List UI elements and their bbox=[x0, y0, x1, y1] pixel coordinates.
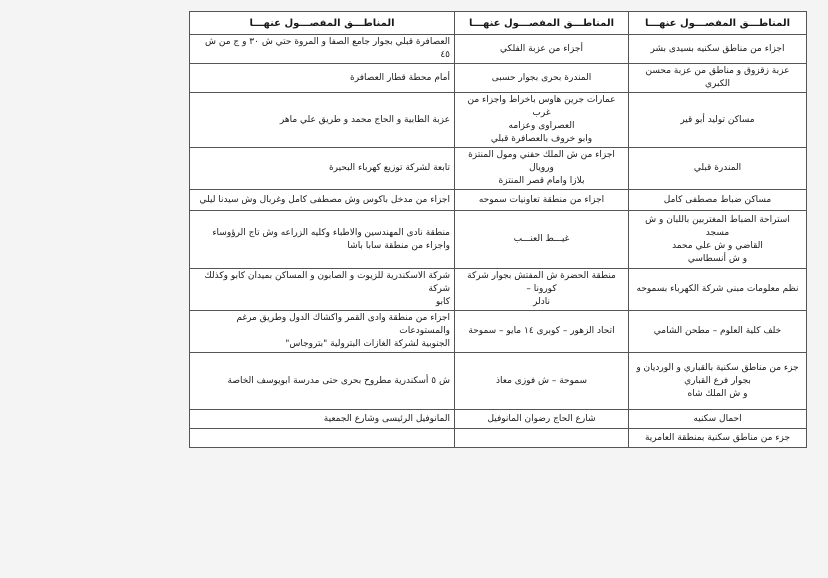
cell-line: عزبة زقزوق و مناطق من عزبة محسن الكبري bbox=[645, 66, 790, 89]
cell-col2 bbox=[455, 311, 629, 353]
cell-col2 bbox=[455, 410, 629, 429]
cell-col3 bbox=[190, 311, 455, 353]
table-row bbox=[190, 269, 807, 311]
cell-line: عزبة الطابية و الحاج محمد و طريق علي ماهر bbox=[279, 114, 450, 125]
cell-line: خلف كلية العلوم – مطحن الشامي bbox=[653, 326, 782, 336]
cell-line: بجوار فرع القباري bbox=[684, 375, 751, 386]
table-row bbox=[190, 148, 807, 190]
cell-line: العصراوى وعزامه bbox=[508, 121, 575, 131]
table-row bbox=[190, 410, 807, 429]
table-row bbox=[190, 211, 807, 269]
cell-line: و ش الملك شاه bbox=[687, 388, 748, 399]
table-row bbox=[190, 429, 807, 448]
table-row bbox=[190, 311, 807, 353]
cell-line: ش ٥ أسكندرية مطروح بحرى حتى مدرسة ابويوسف الخاصة bbox=[227, 375, 450, 386]
cell-col1 bbox=[629, 429, 807, 448]
cell-line: المانوفيل الرئيسى وشارع الجمعية bbox=[323, 413, 450, 424]
table-row bbox=[190, 353, 807, 410]
table-row bbox=[190, 190, 807, 211]
table-row bbox=[190, 93, 807, 148]
cell-col1 bbox=[629, 93, 807, 148]
cell-col1 bbox=[629, 353, 807, 410]
cell-col3 bbox=[190, 410, 455, 429]
cell-line: شركة الاسكندرية للزيوت و الصابون و المساكن بميدان كابو وكذلك شركة bbox=[204, 271, 450, 294]
cell-col2 bbox=[455, 93, 629, 148]
cell-col1 bbox=[629, 410, 807, 429]
cell-line: الجنوبية لشركة الغازات البترولية "بتروجاس" bbox=[285, 339, 450, 349]
cell-line: جزء من مناطق سكنية بمنطقة العامرية bbox=[644, 432, 791, 443]
cell-col1 bbox=[629, 35, 807, 64]
cell-col2 bbox=[455, 269, 629, 311]
cell-col2 bbox=[455, 353, 629, 410]
cell-col3 bbox=[190, 35, 455, 64]
cell-col2 bbox=[455, 211, 629, 269]
cell-line: نادلر bbox=[533, 297, 550, 307]
cell-col3 bbox=[190, 429, 455, 448]
cell-line: المندرة بحرى بجوار حسبى bbox=[491, 72, 592, 83]
cell-line: و ش أنسطاسي bbox=[687, 253, 748, 264]
cell-col2 bbox=[455, 190, 629, 211]
table-row bbox=[190, 35, 807, 64]
cell-col2 bbox=[455, 148, 629, 190]
cell-col1 bbox=[629, 311, 807, 353]
cell-line: تابعة لشركة توزيع كهرباء البحيرة bbox=[328, 163, 450, 173]
cell-line: أمام محطة قطار العصافرة bbox=[350, 72, 450, 83]
table-header-row bbox=[190, 12, 807, 35]
cell-col2 bbox=[455, 35, 629, 64]
cell-col3 bbox=[190, 269, 455, 311]
cell-col1 bbox=[629, 190, 807, 211]
cell-col1 bbox=[629, 269, 807, 311]
cell-col3 bbox=[190, 93, 455, 148]
cell-line: استراحة الضباط المغتربين باللبان و ش مسجد bbox=[645, 214, 790, 238]
header-cell-1: المناطـــق المفصـــول عنهـــا bbox=[629, 12, 807, 35]
cell-col3 bbox=[190, 64, 455, 93]
cell-line: العصافرة قبلي بجوار جامع الصفا و المروة حتي ش ٣٠ و ج من ش ٤٥ bbox=[205, 37, 450, 60]
cell-line: اجزاء من مناطق سكنيه بسيدى بشر bbox=[650, 43, 785, 54]
header-cell-2: المناطـــق المفصـــول عنهـــا bbox=[455, 12, 629, 35]
cell-line: مساكن ضباط مصطفى كامل bbox=[663, 194, 772, 205]
cell-line: اجزاء من منطقة تعاونيات سموحه bbox=[478, 194, 605, 205]
cell-line: بلازا وامام قصر المنتزة bbox=[498, 176, 585, 186]
cell-line: أجزاء من عزبة الفلكي bbox=[500, 43, 583, 54]
header-cell-3: المناطـــق المفصـــول عنهـــا bbox=[190, 12, 455, 35]
cell-line: احمال سكنيه bbox=[693, 413, 742, 424]
cell-col1 bbox=[629, 148, 807, 190]
cell-line: اجزاء من منطقة وادى القمر واكشاك الدول وطريق مرغم والمستودعات bbox=[236, 313, 450, 336]
cell-line: شارع الحاج رضوان المانوفيل bbox=[487, 413, 596, 424]
cell-line: نظم معلومات مبنى شركة الكهرباء بسموحه bbox=[636, 284, 799, 294]
table-row bbox=[190, 64, 807, 93]
cell-line: اجزاء من مدخل باكوس وش مصطفى كامل وغربال وش سيدنا ليلي bbox=[199, 194, 450, 205]
cell-col1 bbox=[629, 211, 807, 269]
cell-line: غيـــط العنـــب bbox=[513, 234, 570, 244]
areas-table bbox=[189, 11, 807, 448]
cell-col2 bbox=[455, 429, 629, 448]
cell-line: مساكن توليد أبو قير bbox=[680, 114, 755, 125]
cell-line: منطقة الحضرة ش المفتش بجوار شركة كورونا – bbox=[467, 271, 616, 294]
cell-line: منطقة نادى المهندسين والاطباء وكليه الزراعه وش تاج الرؤوساء bbox=[212, 227, 450, 238]
cell-col3 bbox=[190, 211, 455, 269]
cell-line: وابو خروف بالعصافرة قبلي bbox=[490, 134, 593, 144]
cell-line: عمارات جرين هاوس باخراط واجزاء من غرب bbox=[467, 95, 616, 118]
cell-line: كابو bbox=[435, 297, 450, 307]
cell-col3 bbox=[190, 148, 455, 190]
cell-col3 bbox=[190, 190, 455, 211]
cell-col3 bbox=[190, 353, 455, 410]
cell-line: واجزاء من منطقة سابا باشا bbox=[347, 240, 450, 251]
cell-line: اتحاد الزهور – كوبرى ١٤ مايو – سموحة bbox=[468, 326, 615, 336]
cell-line: اجزاء من ش الملك حفني ومول المنتزة ورويال bbox=[468, 150, 615, 173]
cell-line: القاضي و ش علي محمد bbox=[672, 240, 763, 251]
cell-col2 bbox=[455, 64, 629, 93]
cell-line: سموحة – ش فوزى معاذ bbox=[496, 375, 587, 386]
cell-col1 bbox=[629, 64, 807, 93]
cell-line: جزء من مناطق سكنية بالقباري و الورديان و bbox=[636, 362, 799, 373]
cell-line: المندرة قبلي bbox=[693, 163, 742, 173]
